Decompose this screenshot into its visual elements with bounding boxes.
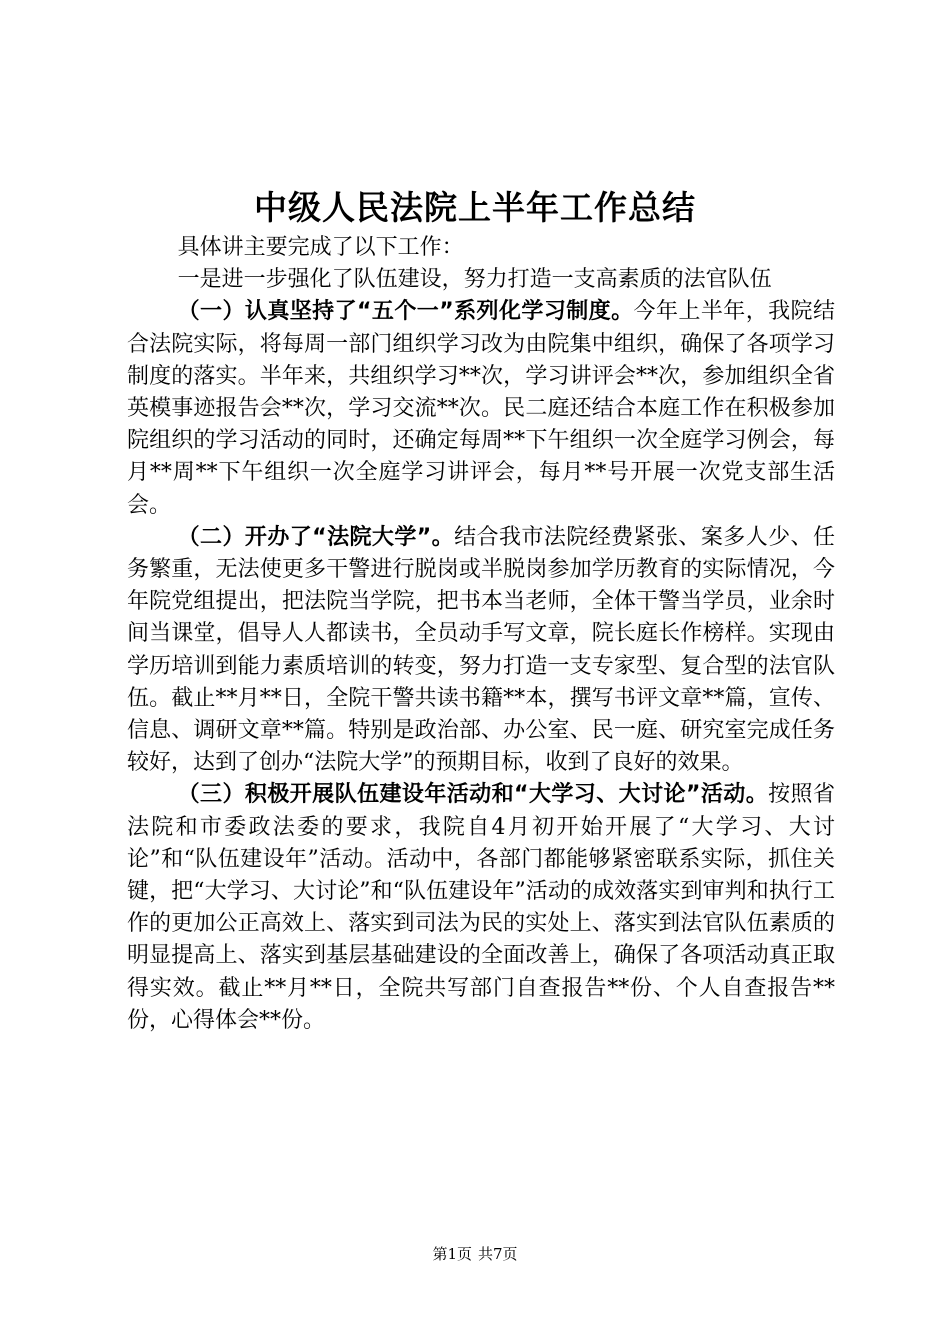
page-number: 第1页 (432, 1245, 472, 1263)
item-heading: （一）认真坚持了“五个一”系列化学习制度。 (177, 299, 634, 325)
item-text: 今年上半年，我院结合法院实际，将每周一部门组织学习改为由院集中组织，确保了各项学习制度的落实。半年来，共组织学习**次，学习讲评会**次，参加组织全省英模事迹报告会**次，学习交流**次。民二庭还结合本庭工作在积极参加院组织的学习活动的同时，还确定每周**下午组织一次全庭学习例会，每月**周**下午组织一次全庭学习讲评会，每月**号开展一次党支部生活会。 (127, 299, 835, 518)
item-text: 按照省法院和市委政法委的要求，我院自4月初开始开展了“大学习、大讨论”和“队伍建设年”活动。活动中，各部门都能够紧密联系实际，抓住关键，把“大学习、大讨论”和“队伍建设年”活动的成效落实到审判和执行工作的更加公正高效上、落实到司法为民的实处上、落实到法官队伍素质的明显提高上、落实到基层基础建设的全面改善上，确保了各项活动真正取得实效。截止**月**日，全院共写部门自查报告**份、个人自查报告**份，心得体会**份。 (127, 782, 835, 1033)
page-total: 共7页 (478, 1245, 518, 1263)
item-paragraph (127, 779, 835, 1037)
section-one-paragraph: 一是进一步强化了队伍建设，努力打造一支高素质的法官队伍 (177, 267, 772, 293)
document-body (127, 232, 835, 1037)
item-heading: （二）开办了“法院大学”。 (177, 524, 455, 550)
document-title: 中级人民法院上半年工作总结 (254, 188, 696, 227)
intro-paragraph: 具体讲主要完成了以下工作： (177, 235, 464, 260)
page-footer (0, 1244, 950, 1264)
item-text: 结合我市法院经费紧张、案多人少、任务繁重，无法使更多干警进行脱岗或半脱岗参加学历教育的实际情况，今年院党组提出，把法院当学院，把书本当老师，全体干警当学员，业余时间当课堂，倡导人人都读书，全员动手写文章，院长庭长作榜样。实现由学历培训到能力素质培训的转变，努力打造一支专家型、复合型的法官队伍。截止**月**日，全院干警共读书籍**本，撰写书评文章**篇，宣传、信息、调研文章**篇。特别是政治部、办公室、民一庭、研究室完成任务较好，达到了创办“法院大学”的预期目标，收到了良好的效果。 (127, 524, 835, 776)
item-paragraph (127, 522, 835, 780)
item-heading: （三）积极开展队伍建设年活动和“大学习、大讨论”活动。 (177, 782, 769, 808)
item-paragraph (127, 296, 835, 521)
